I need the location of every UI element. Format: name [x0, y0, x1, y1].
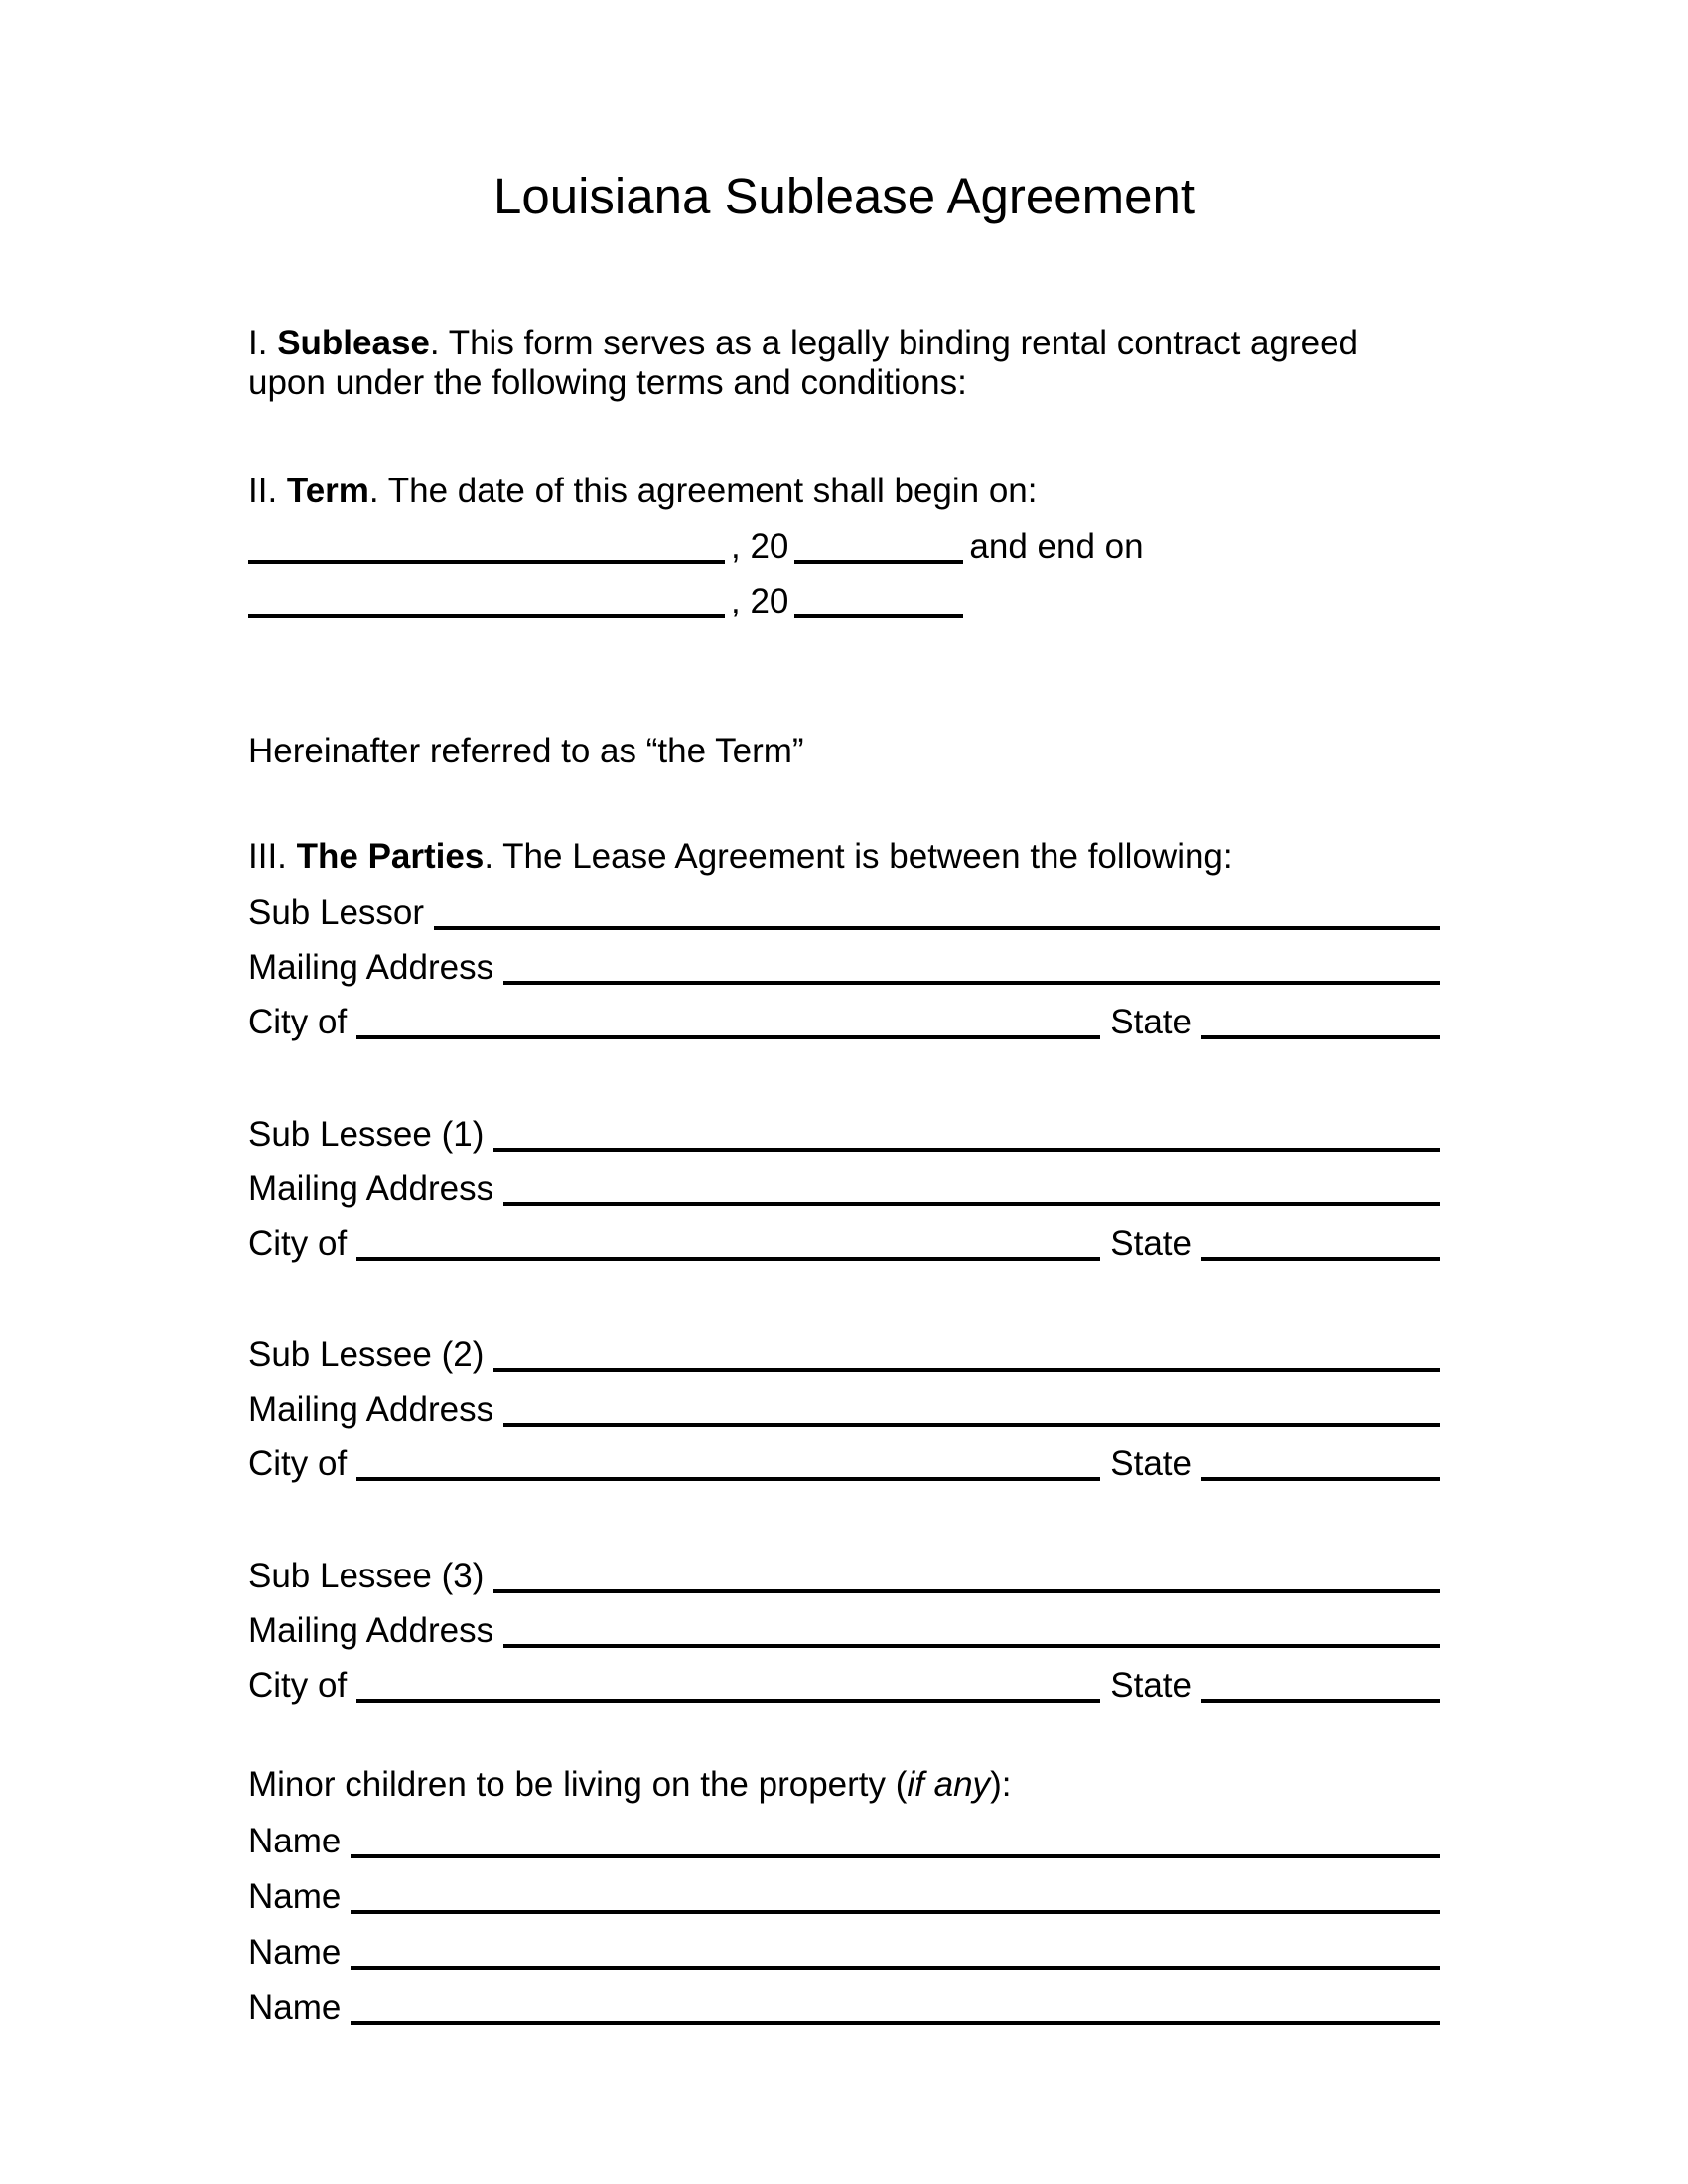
sub-lessee-2-blank[interactable]: [493, 1368, 1440, 1372]
state-label: State: [1110, 1444, 1192, 1483]
name-label: Name: [248, 1822, 342, 1860]
state-label: State: [1110, 1224, 1192, 1263]
sub-lessor-blank[interactable]: [434, 926, 1440, 930]
term-and-end-on-text: and end on: [969, 527, 1144, 566]
term-end-year-blank[interactable]: [794, 614, 963, 618]
minor-children-heading: [248, 1765, 1440, 1805]
name-label: Name: [248, 1933, 342, 1972]
term-start-year-prefix: , 20: [731, 527, 789, 566]
sub-lessee-3-state-blank[interactable]: [1201, 1699, 1440, 1703]
minor-children-prefix: Minor children to be living on the property (: [248, 1765, 908, 1804]
sub-lessee-2-label: Sub Lessee (2): [248, 1335, 485, 1374]
sub-lessor-label: Sub Lessor: [248, 893, 425, 932]
sub-lessee-3-city-blank[interactable]: [356, 1699, 1100, 1703]
sub-lessee-1-label: Sub Lessee (1): [248, 1115, 485, 1154]
section-term-heading-line: [248, 472, 1440, 511]
minor-child-name-blank-2[interactable]: [351, 1910, 1440, 1914]
minor-children-suffix: ):: [990, 1765, 1012, 1804]
mailing-address-label: Mailing Address: [248, 1611, 494, 1650]
party-block-sub-lessee-1-mailing-row: [248, 1169, 1440, 1209]
party-block-sub-lessor-city-state-row: [248, 1003, 1440, 1042]
sub-lessee-3-blank[interactable]: [493, 1589, 1440, 1593]
city-of-label: City of: [248, 1003, 348, 1041]
minor-child-name-row-1: [248, 1822, 1440, 1861]
party-block-sub-lessor-mailing-row: [248, 948, 1440, 988]
state-label: State: [1110, 1003, 1192, 1041]
minor-child-name-row-4: [248, 1988, 1440, 2028]
section-sublease-text: . This form serves as a legally binding rental contract agreed upon under the following terms and conditions:: [248, 324, 1358, 402]
sub-lessor-city-blank[interactable]: [356, 1035, 1100, 1039]
city-of-label: City of: [248, 1224, 348, 1263]
minor-children-if-any: if any: [907, 1765, 991, 1804]
party-block-sub-lessee-3-mailing-row: [248, 1611, 1440, 1651]
party-block-sub-lessee-2-name-row: [248, 1335, 1440, 1375]
minor-child-name-row-3: [248, 1933, 1440, 1973]
term-start-date-row: [248, 527, 1440, 567]
section-sublease-numeral: I.: [248, 324, 268, 362]
term-end-year-prefix: , 20: [731, 582, 789, 620]
sub-lessor-mailing-address-blank[interactable]: [503, 981, 1440, 985]
party-block-sub-lessee-3-name-row: [248, 1557, 1440, 1596]
sub-lessee-3-mailing-address-blank[interactable]: [503, 1644, 1440, 1648]
minor-child-name-blank-1[interactable]: [351, 1854, 1440, 1858]
sub-lessee-3-label: Sub Lessee (3): [248, 1557, 485, 1595]
sub-lessee-2-city-blank[interactable]: [356, 1477, 1100, 1481]
term-start-year-blank[interactable]: [794, 560, 963, 564]
party-block-sub-lessee-2-city-state-row: [248, 1444, 1440, 1484]
sub-lessee-1-blank[interactable]: [493, 1148, 1440, 1152]
term-end-date-row: [248, 582, 1440, 621]
section-sublease-paragraph: [248, 324, 1440, 403]
section-parties-heading-line: [248, 837, 1440, 877]
minor-child-name-blank-3[interactable]: [351, 1966, 1440, 1970]
sub-lessee-1-state-blank[interactable]: [1201, 1257, 1440, 1261]
term-end-date-blank[interactable]: [248, 614, 725, 618]
party-block-sub-lessee-1-name-row: [248, 1115, 1440, 1155]
sub-lessor-state-blank[interactable]: [1201, 1035, 1440, 1039]
sub-lessee-2-state-blank[interactable]: [1201, 1477, 1440, 1481]
mailing-address-label: Mailing Address: [248, 1169, 494, 1208]
hereinafter-line: Hereinafter referred to as “the Term”: [248, 732, 804, 770]
state-label: State: [1110, 1666, 1192, 1705]
name-label: Name: [248, 1988, 342, 2027]
section-term-text: . The date of this agreement shall begin on:: [368, 472, 1038, 510]
section-parties-text: . The Lease Agreement is between the following:: [484, 837, 1233, 876]
party-block-sub-lessor-name-row: [248, 893, 1440, 933]
city-of-label: City of: [248, 1444, 348, 1483]
mailing-address-label: Mailing Address: [248, 948, 494, 987]
minor-child-name-row-2: [248, 1877, 1440, 1917]
document-title: Louisiana Sublease Agreement: [492, 168, 1195, 224]
section-term-heading: Term: [286, 472, 369, 510]
party-block-sub-lessee-1-city-state-row: [248, 1224, 1440, 1264]
sub-lessee-1-mailing-address-blank[interactable]: [503, 1202, 1440, 1206]
name-label: Name: [248, 1877, 342, 1916]
sub-lessee-2-mailing-address-blank[interactable]: [503, 1423, 1440, 1427]
section-parties-numeral: III.: [248, 837, 287, 876]
party-block-sub-lessee-2-mailing-row: [248, 1390, 1440, 1430]
section-sublease-heading: Sublease: [277, 324, 430, 362]
party-block-sub-lessee-3-city-state-row: [248, 1666, 1440, 1706]
city-of-label: City of: [248, 1666, 348, 1705]
section-term-numeral: II.: [248, 472, 278, 510]
mailing-address-label: Mailing Address: [248, 1390, 494, 1429]
minor-child-name-blank-4[interactable]: [351, 2021, 1440, 2025]
section-parties-heading: The Parties: [296, 837, 485, 876]
sub-lessee-1-city-blank[interactable]: [356, 1257, 1100, 1261]
term-start-date-blank[interactable]: [248, 560, 725, 564]
